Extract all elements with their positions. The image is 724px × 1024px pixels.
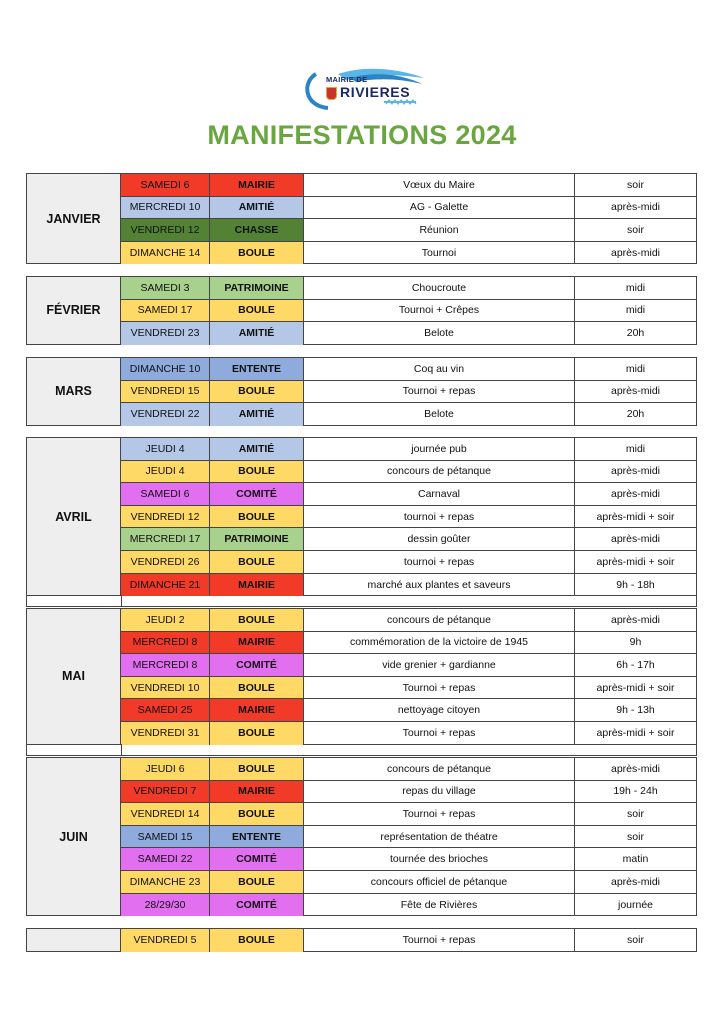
page-title: MANIFESTATIONS 2024 bbox=[207, 120, 517, 150]
table-row bbox=[121, 632, 696, 655]
event-name: vide grenier + gardianne bbox=[304, 654, 575, 677]
month-label: AVRIL bbox=[27, 438, 121, 595]
event-time: soir bbox=[575, 174, 696, 197]
event-time: midi bbox=[575, 358, 696, 381]
month-label: JANVIER bbox=[27, 174, 121, 263]
month-block bbox=[26, 757, 697, 916]
event-name: journée pub bbox=[304, 438, 575, 461]
event-date: VENDREDI 14 bbox=[121, 803, 210, 826]
table-row bbox=[121, 848, 696, 871]
table-row bbox=[121, 219, 696, 242]
month-label: MARS bbox=[27, 358, 121, 425]
month-block bbox=[26, 357, 697, 426]
event-association: AMITIÉ bbox=[210, 197, 304, 220]
event-association: BOULE bbox=[210, 609, 304, 632]
event-name: Belote bbox=[304, 322, 575, 345]
event-time: 20h bbox=[626, 408, 645, 421]
table-row bbox=[121, 322, 696, 345]
event-time: après-midi bbox=[575, 197, 696, 220]
month-label bbox=[27, 929, 121, 951]
event-name: Tournoi + repas bbox=[304, 803, 575, 826]
event-name: Coq au vin bbox=[304, 358, 575, 381]
event-name: tournoi + repas bbox=[304, 551, 575, 574]
event-name: tournée des brioches bbox=[304, 848, 575, 871]
table-row bbox=[121, 174, 696, 197]
event-date: SAMEDI 15 bbox=[121, 826, 210, 849]
event-association: BOULE bbox=[210, 300, 304, 323]
month-label: FÉVRIER bbox=[27, 277, 121, 344]
event-date: SAMEDI 6 bbox=[121, 174, 210, 197]
event-association: BOULE bbox=[210, 929, 304, 952]
event-time: après-midi bbox=[610, 247, 660, 260]
event-name: Fête de Rivières bbox=[304, 894, 575, 917]
table-row bbox=[121, 758, 696, 781]
event-name: Vœux du Maire bbox=[304, 174, 575, 197]
event-date: 28/29/30 bbox=[121, 894, 210, 917]
table-row bbox=[121, 300, 696, 323]
event-date: VENDREDI 12 bbox=[121, 219, 210, 242]
table-row bbox=[121, 461, 696, 484]
event-name: Réunion bbox=[304, 219, 575, 242]
event-association: BOULE bbox=[210, 803, 304, 826]
event-time: midi bbox=[575, 438, 696, 461]
event-name: Tournoi + repas bbox=[304, 381, 575, 404]
event-time: après-midi bbox=[575, 381, 696, 404]
table-row bbox=[121, 929, 696, 952]
event-association: COMITÉ bbox=[210, 483, 304, 506]
table-row bbox=[121, 358, 696, 381]
crest-icon bbox=[326, 87, 337, 100]
event-date: JEUDI 4 bbox=[121, 438, 210, 461]
event-name: Tournoi + repas bbox=[304, 722, 575, 745]
event-date: VENDREDI 26 bbox=[121, 551, 210, 574]
logo-text-main: RIVIERES bbox=[340, 84, 411, 100]
event-date: VENDREDI 7 bbox=[121, 781, 210, 804]
event-association: BOULE bbox=[210, 871, 304, 894]
event-date: JEUDI 6 bbox=[121, 758, 210, 781]
table-row bbox=[121, 403, 696, 426]
table-row bbox=[121, 722, 696, 745]
event-time: après-midi + soir bbox=[575, 551, 696, 574]
month-block bbox=[26, 928, 697, 952]
event-association: MAIRIE bbox=[210, 632, 304, 655]
spacer-row bbox=[26, 744, 697, 756]
event-date: DIMANCHE 21 bbox=[121, 574, 210, 597]
spacer-row bbox=[26, 595, 697, 607]
event-association: AMITIÉ bbox=[210, 438, 304, 461]
event-time: 9h - 18h bbox=[616, 578, 655, 591]
table-row bbox=[121, 699, 696, 722]
table-row bbox=[121, 803, 696, 826]
month-block bbox=[26, 608, 697, 745]
event-time: 20h bbox=[626, 327, 645, 340]
event-date: VENDREDI 15 bbox=[121, 381, 210, 404]
event-association: COMITÉ bbox=[210, 894, 304, 917]
table-row bbox=[121, 197, 696, 220]
event-association: BOULE bbox=[210, 551, 304, 574]
event-date: SAMEDI 25 bbox=[121, 699, 210, 722]
event-time: journée bbox=[617, 898, 654, 911]
event-association: BOULE bbox=[210, 758, 304, 781]
event-time: 6h - 17h bbox=[575, 654, 696, 677]
table-row bbox=[121, 438, 696, 461]
event-time: midi bbox=[575, 300, 696, 323]
event-time: après-midi bbox=[575, 528, 696, 551]
event-association: AMITIÉ bbox=[210, 403, 304, 426]
table-row bbox=[121, 826, 696, 849]
mairie-logo bbox=[298, 66, 426, 114]
event-date: DIMANCHE 23 bbox=[121, 871, 210, 894]
logo-text-top: MAIRIE DE bbox=[326, 75, 368, 84]
month-block bbox=[26, 276, 697, 345]
event-date: VENDREDI 31 bbox=[121, 722, 210, 745]
event-date: VENDREDI 12 bbox=[121, 506, 210, 529]
event-association: BOULE bbox=[210, 461, 304, 484]
table-row bbox=[121, 551, 696, 574]
table-row bbox=[121, 574, 696, 597]
table-row bbox=[121, 609, 696, 632]
event-association: ENTENTE bbox=[210, 826, 304, 849]
month-label: JUIN bbox=[27, 758, 121, 915]
event-time: après-midi bbox=[575, 461, 696, 484]
event-date: MERCREDI 17 bbox=[121, 528, 210, 551]
event-name: concours de pétanque bbox=[304, 461, 575, 484]
event-name: concours officiel de pétanque bbox=[304, 871, 575, 894]
event-date: VENDREDI 22 bbox=[121, 403, 210, 426]
event-time: après-midi bbox=[575, 483, 696, 506]
event-name: Tournoi bbox=[304, 242, 575, 265]
event-date: SAMEDI 17 bbox=[121, 300, 210, 323]
event-association: PATRIMOINE bbox=[210, 528, 304, 551]
event-time: matin bbox=[575, 848, 696, 871]
month-block bbox=[26, 173, 697, 264]
event-association: AMITIÉ bbox=[210, 322, 304, 345]
event-association: MAIRIE bbox=[210, 699, 304, 722]
table-row bbox=[121, 781, 696, 804]
event-time: midi bbox=[575, 277, 696, 300]
event-date: VENDREDI 23 bbox=[121, 322, 210, 345]
event-name: représentation de théatre bbox=[304, 826, 575, 849]
event-name: Tournoi + Crêpes bbox=[304, 300, 575, 323]
event-time: soir bbox=[575, 826, 696, 849]
event-date: VENDREDI 5 bbox=[121, 929, 210, 952]
event-name: nettoyage citoyen bbox=[304, 699, 575, 722]
event-time: après-midi + soir bbox=[575, 506, 696, 529]
event-name: concours de pétanque bbox=[304, 758, 575, 781]
event-time: 19h - 24h bbox=[575, 781, 696, 804]
event-association: COMITÉ bbox=[210, 654, 304, 677]
event-association: ENTENTE bbox=[210, 358, 304, 381]
table-row bbox=[121, 677, 696, 700]
table-row bbox=[121, 894, 696, 917]
event-association: BOULE bbox=[210, 677, 304, 700]
month-label: MAI bbox=[27, 609, 121, 744]
event-association: BOULE bbox=[210, 381, 304, 404]
event-date: JEUDI 2 bbox=[121, 609, 210, 632]
event-name: Belote bbox=[304, 403, 575, 426]
event-date: MERCREDI 8 bbox=[121, 654, 210, 677]
event-date: VENDREDI 10 bbox=[121, 677, 210, 700]
event-date: SAMEDI 22 bbox=[121, 848, 210, 871]
event-association: BOULE bbox=[210, 722, 304, 745]
event-association: MAIRIE bbox=[210, 574, 304, 597]
event-date: JEUDI 4 bbox=[121, 461, 210, 484]
event-time: après-midi + soir bbox=[575, 677, 696, 700]
event-name: marché aux plantes et saveurs bbox=[304, 574, 575, 597]
month-block bbox=[26, 437, 697, 596]
event-time: après-midi + soir bbox=[596, 727, 675, 740]
event-time: soir bbox=[575, 803, 696, 826]
event-time: après-midi bbox=[575, 871, 696, 894]
table-row bbox=[121, 381, 696, 404]
event-name: repas du village bbox=[304, 781, 575, 804]
event-association: PATRIMOINE bbox=[210, 277, 304, 300]
event-name: Choucroute bbox=[304, 277, 575, 300]
event-association: MAIRIE bbox=[210, 781, 304, 804]
event-time: soir bbox=[627, 934, 644, 947]
table-row bbox=[121, 242, 696, 265]
table-row bbox=[121, 528, 696, 551]
event-time: 9h bbox=[575, 632, 696, 655]
event-association: BOULE bbox=[210, 242, 304, 265]
event-date: DIMANCHE 14 bbox=[121, 242, 210, 265]
event-name: commémoration de la victoire de 1945 bbox=[304, 632, 575, 655]
event-date: DIMANCHE 10 bbox=[121, 358, 210, 381]
event-association: BOULE bbox=[210, 506, 304, 529]
event-name: tournoi + repas bbox=[304, 506, 575, 529]
table-row bbox=[121, 277, 696, 300]
event-date: MERCREDI 8 bbox=[121, 632, 210, 655]
event-name: dessin goûter bbox=[304, 528, 575, 551]
event-name: Tournoi + repas bbox=[304, 677, 575, 700]
event-date: SAMEDI 6 bbox=[121, 483, 210, 506]
event-association: MAIRIE bbox=[210, 174, 304, 197]
event-date: SAMEDI 3 bbox=[121, 277, 210, 300]
event-name: concours de pétanque bbox=[304, 609, 575, 632]
event-date: MERCREDI 10 bbox=[121, 197, 210, 220]
table-row bbox=[121, 506, 696, 529]
event-time: après-midi bbox=[575, 758, 696, 781]
table-row bbox=[121, 654, 696, 677]
event-name: AG - Galette bbox=[304, 197, 575, 220]
table-row bbox=[121, 483, 696, 506]
event-time: après-midi bbox=[575, 609, 696, 632]
event-name: Carnaval bbox=[304, 483, 575, 506]
event-name: Tournoi + repas bbox=[304, 929, 575, 952]
event-time: soir bbox=[575, 219, 696, 242]
event-time: 9h - 13h bbox=[575, 699, 696, 722]
event-association: COMITÉ bbox=[210, 848, 304, 871]
table-row bbox=[121, 871, 696, 894]
event-association: CHASSE bbox=[210, 219, 304, 242]
